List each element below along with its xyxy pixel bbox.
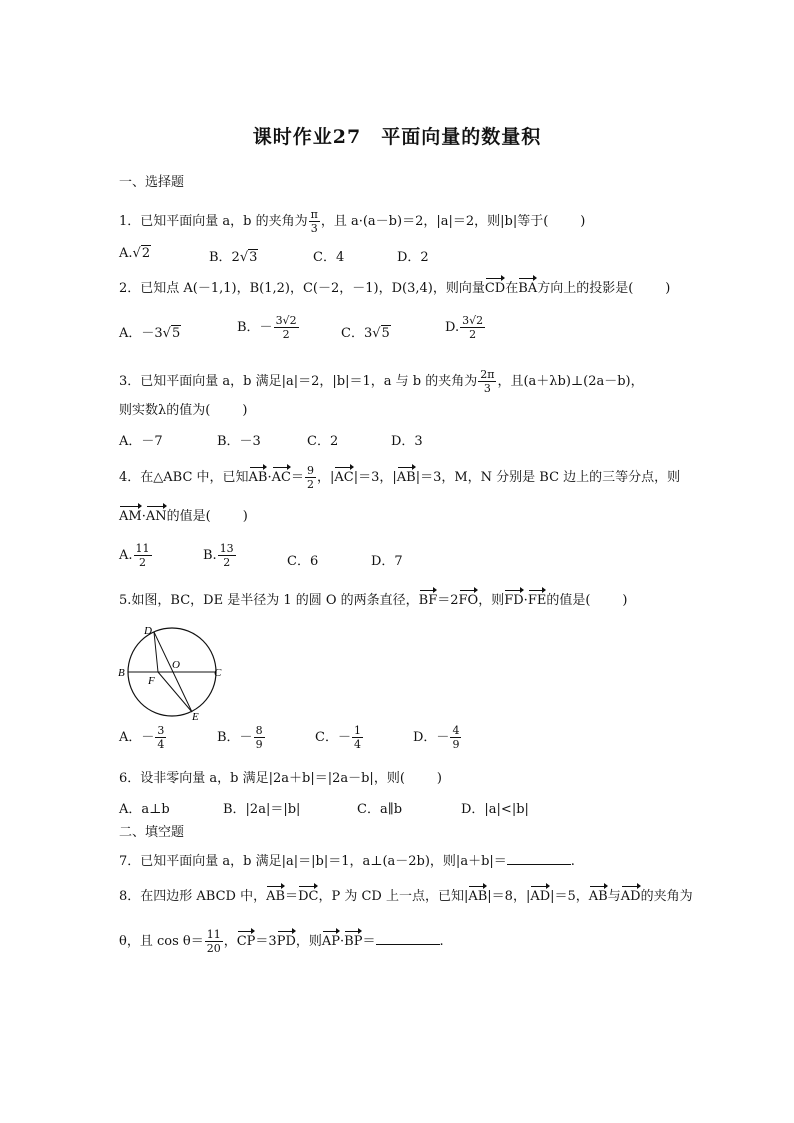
q3-fraction: $\frac{2\pi}{3}$ bbox=[480, 368, 495, 395]
q5-option-d: D．－ $\frac{4}{9}$ bbox=[413, 724, 460, 751]
q2-vector-ba: BA bbox=[518, 281, 538, 296]
q1-option-b: B．2√3 bbox=[209, 250, 258, 265]
label-c: C bbox=[214, 667, 222, 679]
question-8-line-2: θ，且 cos θ＝ $\frac{11}{20}$ ，CP＝3PD，则AP·BP＝ . bbox=[119, 928, 444, 955]
q5-text: 5.如图，BC，DE 是半径为 1 的圆 O 的两条直径， bbox=[119, 593, 419, 608]
q4-vector-ac: AC bbox=[271, 470, 291, 485]
q2-text: 2．已知点 A(－1,1)，B(1,2)，C(－2，－1)，D(3,4)，则向量 bbox=[119, 281, 485, 296]
q2-option-c: C．3√5 bbox=[341, 326, 390, 341]
q6-option-b: B．|2a|＝|b| bbox=[223, 802, 301, 817]
q5-option-c: C．－ $\frac{1}{4}$ bbox=[315, 724, 361, 751]
question-3-line-2: 则实数λ的值为( ) bbox=[119, 403, 248, 418]
q7-answer-blank bbox=[507, 852, 571, 865]
label-o: O bbox=[172, 659, 180, 671]
q8-fraction: $\frac{11}{20}$ bbox=[206, 928, 221, 955]
label-e: E bbox=[192, 711, 199, 722]
section-heading-fill: 二、填空题 bbox=[119, 825, 185, 840]
q6-option-d: D．|a|<|b| bbox=[461, 802, 529, 817]
q2-option-a: A．－3√5 bbox=[119, 326, 181, 341]
q4-text: 4．在△ABC 中，已知 bbox=[119, 470, 249, 485]
question-2: 2．已知点 A(－1,1)，B(1,2)，C(－2，－1)，D(3,4)，则向量CD在BA方向上的投影是( ) bbox=[119, 281, 671, 296]
q3-option-c: C．2 bbox=[307, 434, 339, 449]
q2-vector-cd: CD bbox=[484, 281, 506, 296]
q6-option-c: C．a∥b bbox=[357, 802, 403, 817]
page-title: 课时作业27 平面向量的数量积 bbox=[252, 126, 542, 148]
q3-option-d: D．3 bbox=[391, 434, 423, 449]
label-d: D bbox=[144, 625, 152, 637]
q4-option-a: A. $\frac{11}{2}$ bbox=[119, 542, 150, 569]
q4-option-c: C．6 bbox=[287, 554, 319, 569]
q6-option-a: A．a⊥b bbox=[119, 802, 170, 817]
q3-text: 3．已知平面向量 a，b 满足|a|＝2，|b|＝1，a 与 b 的夹角为 bbox=[119, 374, 478, 389]
q1-option-d: D．2 bbox=[397, 250, 429, 265]
q7-text: 7．已知平面向量 a，b 满足|a|＝|b|＝1，a⊥(a－2b)，则|a＋b|＝ bbox=[119, 854, 507, 869]
question-3: 3．已知平面向量 a，b 满足|a|＝2，|b|＝1，a 与 b 的夹角为 $\frac{2\pi}{3}$ ，且(a＋λb)⊥(2a－b)， bbox=[119, 368, 644, 395]
q8-answer-blank bbox=[376, 932, 440, 945]
q5-option-b: B．－ $\frac{8}{9}$ bbox=[217, 724, 263, 751]
q1-option-c: C．4 bbox=[313, 250, 345, 265]
question-8: 8．在四边形 ABCD 中，AB＝DC，P 为 CD 上一点，已知|AB|＝8，|AD|＝5，AB与AD的夹角为 bbox=[119, 889, 693, 904]
q2-option-b: B．－ $\frac{3√2}{2}$ bbox=[237, 314, 297, 341]
q1-option-a: A.√2 bbox=[119, 246, 151, 261]
q3-option-a: A．－7 bbox=[119, 434, 163, 449]
q8-text: 8．在四边形 ABCD 中， bbox=[119, 889, 267, 904]
q6-text: 6．设非零向量 a，b 满足|2a＋b|＝|2a－b|，则( bbox=[119, 771, 405, 786]
question-6: 6．设非零向量 a，b 满足|2a＋b|＝|2a－b|，则( ) bbox=[119, 771, 442, 786]
question-4-line-2: AM·AN的值是( ) bbox=[119, 509, 248, 524]
section-heading-choice: 一、选择题 bbox=[119, 175, 185, 190]
q4-vector-am: AM bbox=[119, 509, 142, 524]
q1-text: 1．已知平面向量 a，b 的夹角为 bbox=[119, 214, 308, 229]
question-5: 5.如图，BC，DE 是半径为 1 的圆 O 的两条直径，BF＝2FO，则FD·FE的值是( ) bbox=[119, 593, 628, 608]
circle-diagram bbox=[116, 622, 228, 722]
label-b: B bbox=[118, 667, 125, 679]
q1-text-3: ) bbox=[580, 214, 586, 229]
label-f: F bbox=[148, 675, 155, 687]
q1-fraction: $\frac{\pi}{3}$ bbox=[310, 208, 318, 235]
q4-option-b: B. $\frac{13}{2}$ bbox=[203, 542, 234, 569]
q5-option-a: A．－ $\frac{3}{4}$ bbox=[119, 724, 165, 751]
q4-vector-ab: AB bbox=[248, 470, 268, 485]
q4-vector-an: AN bbox=[145, 509, 167, 524]
question-4: 4．在△ABC 中，已知AB·AC＝ $\frac{9}{2}$ ，|AC|＝3，|AB|＝3，M，N 分别是 BC 边上的三等分点，则 bbox=[119, 464, 681, 491]
q4-fraction: $\frac{9}{2}$ bbox=[306, 464, 314, 491]
q2-option-d: D. $\frac{3√2}{2}$ bbox=[445, 314, 484, 341]
question-1 bbox=[119, 208, 585, 235]
question-7: 7．已知平面向量 a，b 满足|a|＝|b|＝1，a⊥(a－2b)，则|a＋b|＝ . bbox=[119, 854, 575, 869]
q4-option-d: D．7 bbox=[371, 554, 403, 569]
q3-option-b: B．－3 bbox=[217, 434, 261, 449]
q1-text-2: ，且 a·(a－b)＝2，|a|＝2，则|b|等于( bbox=[320, 214, 549, 229]
